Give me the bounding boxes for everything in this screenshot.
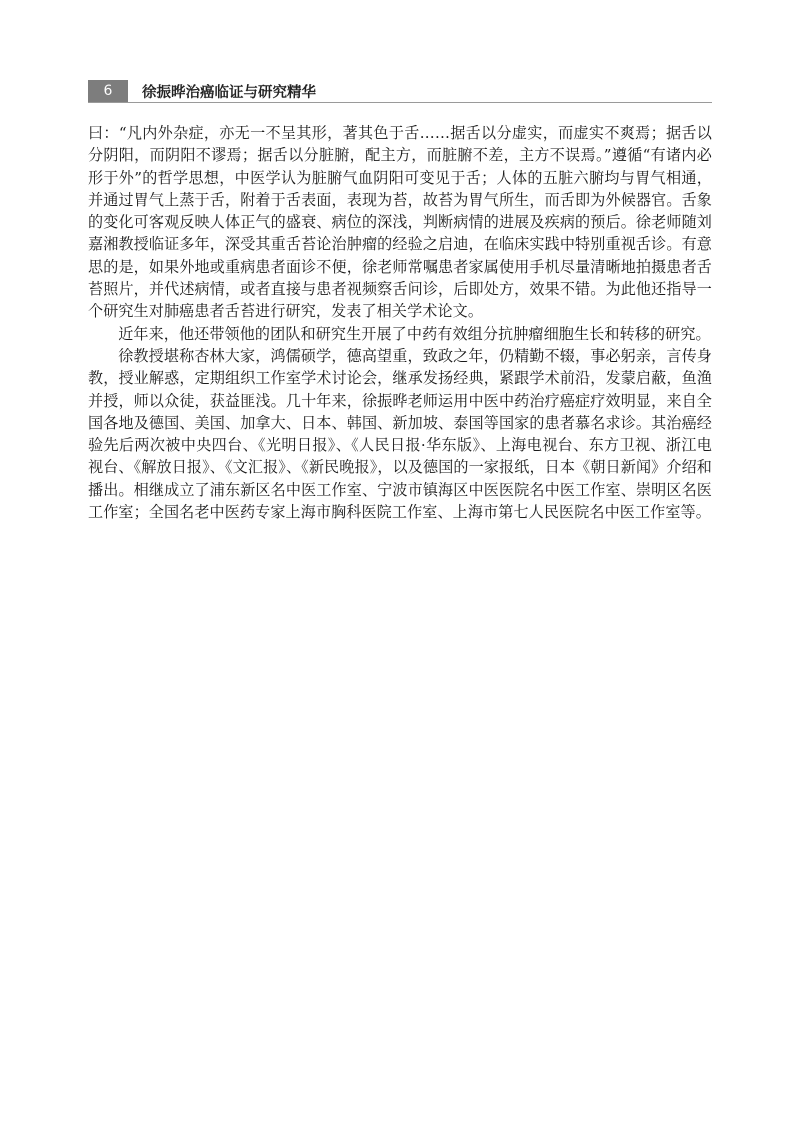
body-text [88,122,712,523]
paragraph-continuation: 曰：“凡内外杂症，亦无一不呈其形，著其色于舌……据舌以分虚实，而虚实不爽焉；据舌以分阴阳，而阴阳不谬焉；据舌以分脏腑，配主方，而脏腑不差，主方不误焉。”遵循“有诸内必形于外”的哲学思想，中医学认为脏腑气血阴阳可变见于舌；人体的五脏六腑均与胃气相通，并通过胃气上蒸于舌，附着于舌表面，表现为苔，故苔为胃气所生，而舌即为外候器官。舌象的变化可客观反映人体正气的盛衰、病位的深浅，判断病情的进展及疾病的预后。徐老师随刘嘉湘教授临证多年，深受其重舌苔论治肿瘤的经验之启迪，在临床实践中特别重视舌诊。有意思的是，如果外地或重病患者面诊不便，徐老师常嘱患者家属使用手机尽量清晰地拍摄患者舌苔照片，并代述病情，或者直接与患者视频察舌问诊，后即处方，效果不错。为此他还指导一个研究生对肺癌患者舌苔进行研究，发表了相关学术论文。 [88,124,712,321]
page-header [88,80,712,103]
running-title: 徐振晔治癌临证与研究精华 [142,84,316,101]
page-number: 6 [88,80,128,102]
paragraph: 近年来，他还带领他的团队和研究生开展了中药有效组分抗肿瘤细胞生长和转移的研究。 [118,324,711,343]
paragraph: 徐教授堪称杏林大家，鸿儒硕学，德高望重，致政之年，仍精勤不辍，事必躬亲，言传身教，授业解惑，定期组织工作室学术讨论会，继承发扬经典，紧跟学术前沿，发蒙启蔽，鱼渔并授，师以众徒，获益匪浅。几十年来，徐振晔老师运用中医中药治疗癌症疗效明显，来自全国各地及德国、美国、加拿大、日本、韩国、新加坡、泰国等国家的患者慕名求诊。其治癌经验先后两次被中央四台、《光明日报》、《人民日报·华东版》、上海电视台、东方卫视、浙江电视台、《解放日报》、《文汇报》、《新民晚报》，以及德国的一家报纸，日本《朝日新闻》介绍和播出。相继成立了浦东新区名中医工作室、宁波市镇海区中医医院名中医工作室、崇明区名医工作室；全国名老中医药专家上海市胸科医院工作室、上海市第七人民医院名中医工作室等。 [88,346,712,522]
